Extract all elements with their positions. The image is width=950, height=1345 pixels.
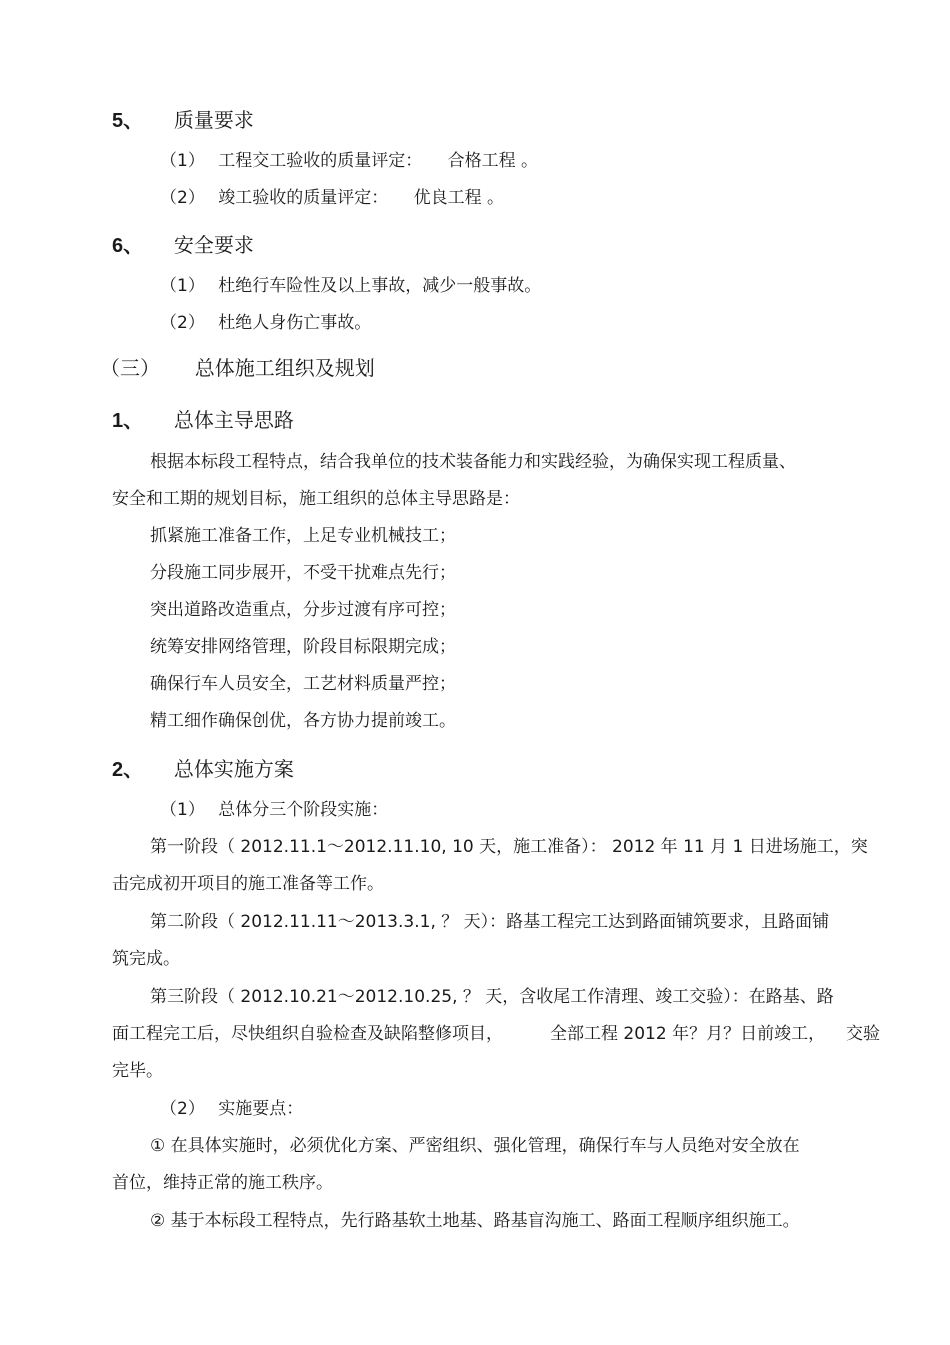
section-5-heading	[112, 107, 254, 134]
section-title: 安全要求	[173, 233, 254, 257]
stage-1-line: 第一阶段（ 2012.11.1～2012.11.10, 10 天，施工准备）： 2012 年 11 月 1 日进场施工，突	[150, 837, 868, 857]
principle-line: 统筹安排网络管理，阶段目标限期完成；	[150, 637, 456, 657]
stage-2-line: 筑完成。	[112, 949, 180, 969]
section-6-heading	[112, 232, 254, 259]
stage-3-line: 全部工程 2012 年？月？日前竣工，	[550, 1024, 826, 1044]
section-2-heading	[112, 756, 294, 783]
item-value: 合格工程 。	[447, 151, 539, 171]
paragraph-line: 安全和工期的规划目标，施工组织的总体主导思路是：	[112, 489, 520, 509]
item-marker: （2）	[160, 1099, 205, 1119]
item-text: 杜绝行车险性及以上事故，减少一般事故。	[218, 276, 542, 296]
list-item	[160, 799, 388, 821]
principle-line: 精工细作确保创优，各方协力提前竣工。	[150, 711, 456, 731]
stage-1-line: 击完成初开项目的施工准备等工作。	[112, 874, 384, 894]
section-number: 2、	[112, 759, 144, 781]
item-marker: （2）	[160, 313, 205, 333]
item-value: 优良工程 。	[413, 188, 505, 208]
item-text: 杜绝人身伤亡事故。	[218, 313, 372, 333]
part-3-heading	[100, 355, 375, 381]
principle-line: 抓紧施工准备工作，上足专业机械技工；	[150, 526, 456, 546]
section-title: 质量要求	[173, 108, 254, 132]
list-item	[160, 1098, 303, 1120]
part-marker: （三）	[100, 356, 160, 380]
item-label: 竣工验收的质量评定：	[218, 188, 389, 208]
stage-2-line: 第二阶段（ 2012.11.11～2013.3.1, ？ 天）：路基工程完工达到路面铺筑要求，且路面铺	[150, 912, 830, 932]
point-1-line: ① 在具体实施时，必须优化方案、严密组织、强化管理，确保行车与人员绝对安全放在	[150, 1136, 800, 1156]
point-1-line: 首位，维持正常的施工秩序。	[112, 1173, 333, 1193]
item-marker: （1）	[160, 151, 205, 171]
item-marker: （1）	[160, 800, 205, 820]
list-item	[160, 275, 541, 297]
item-text: 实施要点：	[218, 1099, 304, 1119]
section-title: 总体实施方案	[173, 757, 294, 781]
list-item	[160, 187, 504, 209]
section-number: 6、	[112, 235, 144, 257]
part-title: 总体施工组织及规划	[194, 356, 375, 380]
stage-3-line: 交验	[846, 1024, 880, 1044]
paragraph-line: 根据本标段工程特点，结合我单位的技术装备能力和实践经验，为确保实现工程质量、	[150, 452, 796, 472]
stage-3-line: 第三阶段（ 2012.10.21～2012.10.25, ？ 天，含收尾工作清理、竣工交验）：在路基、路	[150, 987, 834, 1007]
point-2-line: ② 基于本标段工程特点，先行路基软土地基、路基盲沟施工、路面工程顺序组织施工。	[150, 1211, 800, 1231]
list-item	[160, 150, 538, 172]
list-item	[160, 312, 371, 334]
principle-line: 分段施工同步展开，不受干扰难点先行；	[150, 563, 456, 583]
stage-3-line: 完毕。	[112, 1061, 163, 1081]
item-marker: （1）	[160, 276, 205, 296]
section-number: 5、	[112, 110, 144, 132]
section-number: 1、	[112, 410, 144, 432]
item-text: 总体分三个阶段实施：	[218, 800, 389, 820]
stage-3-line: 面工程完工后，尽快组织自验检查及缺陷整修项目，	[112, 1024, 503, 1044]
item-label: 工程交工验收的质量评定：	[218, 151, 423, 171]
item-marker: （2）	[160, 188, 205, 208]
principle-line: 突出道路改造重点，分步过渡有序可控；	[150, 600, 456, 620]
section-title: 总体主导思路	[173, 408, 294, 432]
section-1-heading	[112, 407, 294, 434]
principle-line: 确保行车人员安全，工艺材料质量严控；	[150, 674, 456, 694]
